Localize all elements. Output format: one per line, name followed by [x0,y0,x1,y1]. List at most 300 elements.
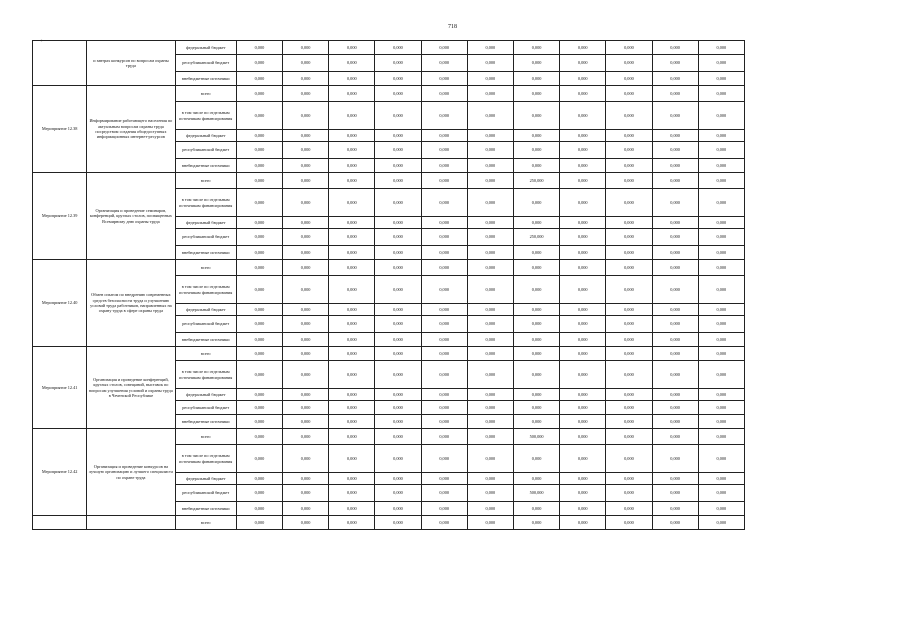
amount-cell: 0,000 [375,229,421,246]
funding-source: внебюджетные источники [175,502,236,516]
amount-cell: 0,000 [467,130,513,142]
amount-cell: 0,000 [467,159,513,173]
amount-cell: 0,000 [606,142,652,159]
amount-cell: 0,000 [375,217,421,229]
amount-cell: 0,000 [421,102,467,130]
amount-cell: 0,000 [698,260,744,276]
amount-cell: 0,000 [467,142,513,159]
funding-source: федеральный бюджет [175,217,236,229]
amount-cell: 0,000 [606,72,652,86]
table-row [33,41,745,55]
funding-source: в том числе по отдельным источникам финансирования [175,361,236,389]
amount-cell: 0,000 [606,159,652,173]
amount-cell: 0,000 [698,189,744,217]
amount-cell: 0,000 [467,429,513,445]
amount-cell: 0,000 [513,445,559,473]
amount-cell: 0,000 [236,445,282,473]
amount-cell: 0,000 [467,485,513,502]
funding-source: в том числе по отдельным источникам финансирования [175,189,236,217]
amount-cell: 0,000 [283,276,329,304]
amount-cell: 0,000 [375,316,421,333]
measure-code: Мероприятие 12.39 [33,173,87,260]
amount-cell: 0,000 [560,142,606,159]
amount-cell: 0,000 [421,473,467,485]
amount-cell: 0,000 [329,159,375,173]
amount-cell: 0,000 [283,516,329,530]
amount-cell: 0,000 [467,173,513,189]
amount-cell: 0,000 [606,361,652,389]
funding-source: федеральный бюджет [175,304,236,316]
amount-cell: 0,000 [652,55,698,72]
amount-cell: 0,000 [698,347,744,361]
amount-cell: 0,000 [236,102,282,130]
amount-cell: 0,000 [606,304,652,316]
amount-cell: 0,000 [283,102,329,130]
amount-cell: 0,000 [236,130,282,142]
amount-cell: 0,000 [421,130,467,142]
amount-cell: 0,000 [375,502,421,516]
amount-cell: 0,000 [698,473,744,485]
amount-cell: 0,000 [606,316,652,333]
amount-cell: 0,000 [560,389,606,401]
amount-cell: 0,000 [698,41,744,55]
amount-cell: 0,000 [560,159,606,173]
amount-cell: 0,000 [606,86,652,102]
amount-cell: 0,000 [283,130,329,142]
amount-cell: 0,000 [606,55,652,72]
amount-cell: 0,000 [606,276,652,304]
amount-cell: 0,000 [375,304,421,316]
amount-cell: 0,000 [652,41,698,55]
amount-cell: 0,000 [698,159,744,173]
amount-cell: 0,000 [560,276,606,304]
amount-cell: 0,000 [698,415,744,429]
amount-cell: 0,000 [513,516,559,530]
amount-cell: 0,000 [698,217,744,229]
amount-cell: 0,000 [283,173,329,189]
amount-cell: 0,000 [698,102,744,130]
funding-source: всего [175,516,236,530]
amount-cell: 0,000 [652,502,698,516]
funding-source: внебюджетные источники [175,246,236,260]
amount-cell: 0,000 [283,86,329,102]
amount-cell: 0,000 [236,389,282,401]
amount-cell: 0,000 [560,229,606,246]
amount-cell: 0,000 [421,72,467,86]
amount-cell: 0,000 [560,473,606,485]
amount-cell: 0,000 [421,316,467,333]
measure-code [33,516,87,530]
funding-source: федеральный бюджет [175,41,236,55]
amount-cell: 0,000 [329,485,375,502]
amount-cell: 0,000 [236,86,282,102]
amount-cell: 0,000 [375,102,421,130]
amount-cell: 0,000 [698,316,744,333]
funding-source: республиканский бюджет [175,229,236,246]
amount-cell: 0,000 [513,86,559,102]
amount-cell: 0,000 [513,304,559,316]
amount-cell: 0,000 [698,304,744,316]
amount-cell: 0,000 [698,361,744,389]
amount-cell: 0,000 [467,102,513,130]
amount-cell: 0,000 [375,189,421,217]
amount-cell: 0,000 [467,246,513,260]
amount-cell: 0,000 [375,347,421,361]
amount-cell: 0,000 [421,173,467,189]
amount-cell: 0,000 [652,485,698,502]
amount-cell: 0,000 [467,389,513,401]
amount-cell: 0,000 [467,217,513,229]
amount-cell: 0,000 [467,260,513,276]
amount-cell: 0,000 [606,516,652,530]
amount-cell: 0,000 [329,516,375,530]
amount-cell: 0,000 [236,415,282,429]
amount-cell: 0,000 [329,361,375,389]
amount-cell: 0,000 [513,347,559,361]
amount-cell: 0,000 [283,429,329,445]
amount-cell: 0,000 [652,72,698,86]
amount-cell: 0,000 [467,445,513,473]
funding-source: республиканский бюджет [175,55,236,72]
amount-cell: 0,000 [698,389,744,401]
amount-cell: 0,000 [375,485,421,502]
amount-cell: 0,000 [329,189,375,217]
amount-cell: 0,000 [236,276,282,304]
amount-cell: 0,000 [560,415,606,429]
amount-cell: 0,000 [329,246,375,260]
amount-cell: 0,000 [283,485,329,502]
amount-cell: 0,000 [560,173,606,189]
amount-cell: 0,000 [283,473,329,485]
amount-cell: 0,000 [329,217,375,229]
amount-cell: 0,000 [467,361,513,389]
amount-cell: 0,000 [329,276,375,304]
table-row [33,86,745,102]
amount-cell: 0,000 [329,304,375,316]
amount-cell: 0,000 [283,401,329,415]
amount-cell: 0,000 [652,246,698,260]
amount-cell: 0,000 [375,516,421,530]
amount-cell: 0,000 [467,276,513,304]
amount-cell: 500,000 [513,429,559,445]
amount-cell: 0,000 [329,347,375,361]
funding-source: всего [175,260,236,276]
amount-cell: 0,000 [329,473,375,485]
amount-cell: 0,000 [421,485,467,502]
amount-cell: 0,000 [283,229,329,246]
amount-cell: 0,000 [329,130,375,142]
amount-cell: 0,000 [698,445,744,473]
amount-cell: 250,000 [513,173,559,189]
amount-cell: 0,000 [467,401,513,415]
amount-cell: 0,000 [652,316,698,333]
amount-cell: 0,000 [467,316,513,333]
amount-cell: 0,000 [606,415,652,429]
amount-cell: 0,000 [698,130,744,142]
measure-name: Обмен опытом по внедрению современных средств безопасности труда и улучшению условий труда работников, направленных на охрану труда в сфере охраны труда [87,260,175,347]
funding-source: федеральный бюджет [175,389,236,401]
amount-cell: 0,000 [560,316,606,333]
amount-cell: 0,000 [513,415,559,429]
amount-cell: 0,000 [560,41,606,55]
amount-cell: 0,000 [560,445,606,473]
amount-cell: 0,000 [606,333,652,347]
amount-cell: 0,000 [652,229,698,246]
measure-name [87,516,175,530]
measure-name: Организация и проведение семинаров, конференций, круглых столов, посвященных Всемирному дню охраны труда [87,173,175,260]
amount-cell: 0,000 [606,389,652,401]
amount-cell: 0,000 [283,347,329,361]
amount-cell: 0,000 [513,276,559,304]
amount-cell: 0,000 [513,142,559,159]
amount-cell: 0,000 [467,333,513,347]
amount-cell: 0,000 [236,401,282,415]
amount-cell: 0,000 [652,304,698,316]
amount-cell: 0,000 [513,246,559,260]
amount-cell: 0,000 [375,246,421,260]
funding-source: республиканский бюджет [175,142,236,159]
amount-cell: 0,000 [652,86,698,102]
measure-code: Мероприятие 12.40 [33,260,87,347]
amount-cell: 0,000 [236,142,282,159]
amount-cell: 0,000 [421,217,467,229]
amount-cell: 0,000 [560,55,606,72]
amount-cell: 0,000 [421,445,467,473]
amount-cell: 0,000 [513,389,559,401]
amount-cell: 0,000 [513,102,559,130]
funding-source: федеральный бюджет [175,130,236,142]
amount-cell: 0,000 [375,159,421,173]
amount-cell: 0,000 [560,347,606,361]
amount-cell: 0,000 [236,473,282,485]
amount-cell: 0,000 [652,401,698,415]
amount-cell: 0,000 [652,173,698,189]
amount-cell: 0,000 [283,361,329,389]
amount-cell: 0,000 [652,102,698,130]
amount-cell: 0,000 [236,246,282,260]
amount-cell: 0,000 [513,217,559,229]
amount-cell: 0,000 [467,55,513,72]
amount-cell: 0,000 [329,41,375,55]
amount-cell: 0,000 [375,72,421,86]
amount-cell: 0,000 [375,389,421,401]
amount-cell: 0,000 [560,333,606,347]
measure-code: Мероприятие 12.42 [33,429,87,516]
funding-source: федеральный бюджет [175,473,236,485]
amount-cell: 0,000 [467,516,513,530]
amount-cell: 0,000 [283,72,329,86]
amount-cell: 0,000 [513,55,559,72]
amount-cell: 0,000 [329,260,375,276]
amount-cell: 0,000 [513,473,559,485]
amount-cell: 0,000 [467,415,513,429]
amount-cell: 0,000 [329,55,375,72]
funding-source: республиканский бюджет [175,401,236,415]
amount-cell: 0,000 [652,276,698,304]
amount-cell: 0,000 [606,473,652,485]
amount-cell: 0,000 [421,229,467,246]
amount-cell: 0,000 [236,333,282,347]
amount-cell: 0,000 [329,445,375,473]
amount-cell: 0,000 [236,347,282,361]
amount-cell: 250,000 [513,229,559,246]
amount-cell: 0,000 [560,217,606,229]
amount-cell: 0,000 [560,361,606,389]
amount-cell: 0,000 [652,347,698,361]
amount-cell: 0,000 [513,502,559,516]
amount-cell: 0,000 [329,102,375,130]
amount-cell: 0,000 [467,86,513,102]
amount-cell: 0,000 [698,86,744,102]
amount-cell: 0,000 [652,445,698,473]
amount-cell: 0,000 [329,316,375,333]
amount-cell: 0,000 [421,159,467,173]
amount-cell: 0,000 [560,429,606,445]
amount-cell: 0,000 [698,516,744,530]
amount-cell: 0,000 [329,173,375,189]
amount-cell: 0,000 [236,159,282,173]
amount-cell: 0,000 [236,189,282,217]
funding-source: внебюджетные источники [175,159,236,173]
amount-cell: 0,000 [606,429,652,445]
amount-cell: 0,000 [698,401,744,415]
amount-cell: 0,000 [467,502,513,516]
measure-name: Организация и проведение конкурсов на лучшую организацию и лучшего специалиста по охране труда [87,429,175,516]
amount-cell: 0,000 [421,389,467,401]
amount-cell: 0,000 [467,347,513,361]
amount-cell: 0,000 [329,415,375,429]
amount-cell: 0,000 [698,229,744,246]
amount-cell: 0,000 [329,333,375,347]
amount-cell: 0,000 [652,361,698,389]
amount-cell: 0,000 [698,502,744,516]
amount-cell: 0,000 [283,415,329,429]
amount-cell: 0,000 [421,502,467,516]
funding-source: внебюджетные источники [175,72,236,86]
amount-cell: 0,000 [560,246,606,260]
amount-cell: 0,000 [236,72,282,86]
amount-cell: 0,000 [329,229,375,246]
amount-cell: 0,000 [329,502,375,516]
amount-cell: 0,000 [283,502,329,516]
amount-cell: 0,000 [283,142,329,159]
amount-cell: 0,000 [467,72,513,86]
amount-cell: 0,000 [329,72,375,86]
amount-cell: 0,000 [375,429,421,445]
amount-cell: 0,000 [652,217,698,229]
amount-cell: 0,000 [375,55,421,72]
amount-cell: 0,000 [652,130,698,142]
amount-cell: 0,000 [236,217,282,229]
amount-cell: 0,000 [236,229,282,246]
amount-cell: 0,000 [283,389,329,401]
page-mark: * [40,40,43,45]
table-row [33,173,745,189]
funding-source: всего [175,347,236,361]
amount-cell: 0,000 [652,159,698,173]
amount-cell: 0,000 [375,473,421,485]
amount-cell: 0,000 [421,55,467,72]
funding-source: всего [175,173,236,189]
amount-cell: 0,000 [560,86,606,102]
amount-cell: 0,000 [421,415,467,429]
amount-cell: 500,000 [513,485,559,502]
amount-cell: 0,000 [329,401,375,415]
amount-cell: 0,000 [652,429,698,445]
amount-cell: 0,000 [375,86,421,102]
amount-cell: 0,000 [236,55,282,72]
amount-cell: 0,000 [606,347,652,361]
amount-cell: 0,000 [375,361,421,389]
amount-cell: 0,000 [606,173,652,189]
amount-cell: 0,000 [467,473,513,485]
amount-cell: 0,000 [283,246,329,260]
amount-cell: 0,000 [513,159,559,173]
amount-cell: 0,000 [698,72,744,86]
funding-source: в том числе по отдельным источникам финансирования [175,102,236,130]
amount-cell: 0,000 [560,304,606,316]
amount-cell: 0,000 [560,516,606,530]
amount-cell: 0,000 [652,473,698,485]
measure-name: Организация и проведение конференций, круглых столов, совещаний, выставок по вопросам улучшения условий и охраны труда в Чеченской Республике [87,347,175,429]
funding-source: республиканский бюджет [175,316,236,333]
amount-cell: 0,000 [698,485,744,502]
amount-cell: 0,000 [560,102,606,130]
amount-cell: 0,000 [421,304,467,316]
amount-cell: 0,000 [421,41,467,55]
amount-cell: 0,000 [283,189,329,217]
amount-cell: 0,000 [513,130,559,142]
amount-cell: 0,000 [560,260,606,276]
amount-cell: 0,000 [283,159,329,173]
amount-cell: 0,000 [329,142,375,159]
amount-cell: 0,000 [606,246,652,260]
amount-cell: 0,000 [606,401,652,415]
amount-cell: 0,000 [652,333,698,347]
measure-code: Мероприятие 12.41 [33,347,87,429]
amount-cell: 0,000 [421,189,467,217]
amount-cell: 0,000 [283,260,329,276]
amount-cell: 0,000 [560,72,606,86]
budget-table [32,40,745,530]
amount-cell: 0,000 [375,130,421,142]
amount-cell: 0,000 [652,516,698,530]
measure-code: Мероприятие 12.38 [33,86,87,173]
amount-cell: 0,000 [467,189,513,217]
amount-cell: 0,000 [652,389,698,401]
amount-cell: 0,000 [467,229,513,246]
amount-cell: 0,000 [698,55,744,72]
amount-cell: 0,000 [375,415,421,429]
amount-cell: 0,000 [375,276,421,304]
amount-cell: 0,000 [329,86,375,102]
amount-cell: 0,000 [329,389,375,401]
amount-cell: 0,000 [513,72,559,86]
amount-cell: 0,000 [606,41,652,55]
funding-source: в том числе по отдельным источникам финансирования [175,276,236,304]
amount-cell: 0,000 [513,316,559,333]
amount-cell: 0,000 [698,173,744,189]
funding-source: всего [175,86,236,102]
amount-cell: 0,000 [560,502,606,516]
amount-cell: 0,000 [421,401,467,415]
amount-cell: 0,000 [236,260,282,276]
amount-cell: 0,000 [560,485,606,502]
table-row [33,347,745,361]
amount-cell: 0,000 [606,217,652,229]
amount-cell: 0,000 [236,173,282,189]
amount-cell: 0,000 [236,304,282,316]
